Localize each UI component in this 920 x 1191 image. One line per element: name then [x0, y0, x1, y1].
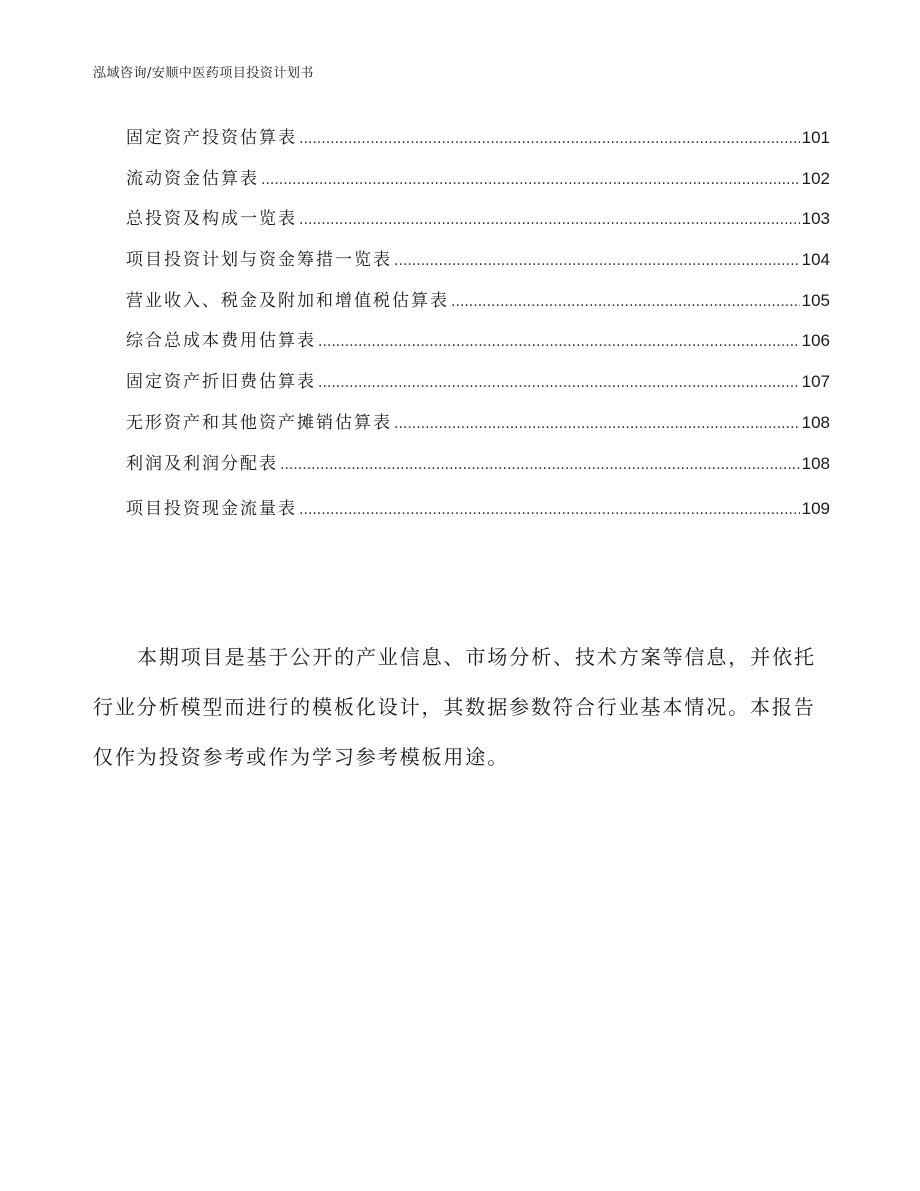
toc-entry[interactable]	[126, 494, 830, 535]
toc-entry-title: 总投资及构成一览表	[126, 209, 297, 230]
toc-leader-dots	[299, 499, 800, 519]
toc-leader-dots	[280, 454, 800, 474]
toc-leader-dots	[261, 169, 800, 189]
toc-entry-title: 固定资产折旧费估算表	[126, 372, 316, 393]
toc-entry-page: 103	[801, 209, 830, 229]
toc-entry-page: 101	[801, 128, 830, 147]
toc-entry[interactable]	[126, 408, 830, 449]
toc-leader-dots	[299, 209, 800, 229]
toc-entry-page: 105	[801, 290, 830, 310]
toc-entry-title: 固定资产投资估算表	[126, 128, 297, 148]
table-of-contents	[126, 123, 830, 535]
toc-entry[interactable]	[126, 326, 830, 367]
toc-leader-dots	[318, 331, 800, 351]
toc-leader-dots	[299, 128, 800, 148]
toc-entry-title: 综合总成本费用估算表	[126, 331, 316, 352]
toc-entry[interactable]	[126, 449, 830, 490]
toc-entry-title: 营业收入、税金及附加和增值税估算表	[126, 290, 449, 311]
toc-leader-dots	[318, 372, 800, 392]
page-header: 泓域咨询/安顺中医药项目投资计划书	[93, 66, 314, 81]
toc-leader-dots	[394, 413, 800, 433]
toc-entry-title: 无形资产和其他资产摊销估算表	[126, 412, 392, 433]
toc-entry-page: 106	[801, 331, 830, 351]
toc-leader-dots	[451, 291, 800, 311]
toc-entry-title: 利润及利润分配表	[126, 453, 278, 474]
toc-entry[interactable]	[126, 367, 830, 408]
toc-entry-page: 102	[801, 168, 830, 188]
toc-entry-page: 108	[801, 453, 830, 473]
toc-entry[interactable]	[126, 204, 830, 245]
toc-entry-title: 流动资金估算表	[126, 168, 259, 189]
toc-entry-page: 104	[801, 250, 830, 270]
toc-entry-page: 108	[801, 412, 830, 432]
toc-entry-title: 项目投资计划与资金筹措一览表	[126, 250, 392, 271]
toc-entry[interactable]	[126, 286, 830, 327]
toc-leader-dots	[394, 250, 800, 270]
toc-entry[interactable]	[126, 123, 830, 164]
toc-entry-title: 项目投资现金流量表	[126, 499, 297, 520]
toc-entry-page: 109	[801, 499, 830, 519]
intro-paragraph: 本期项目是基于公开的产业信息、市场分析、技术方案等信息，并依托行业分析模型而进行的模板化设计，其数据参数符合行业基本情况。本报告仅作为投资参考或作为学习参考模板用途。	[93, 645, 816, 769]
toc-entry[interactable]	[126, 245, 830, 286]
toc-entry-page: 107	[801, 372, 830, 392]
toc-entry[interactable]	[126, 164, 830, 205]
